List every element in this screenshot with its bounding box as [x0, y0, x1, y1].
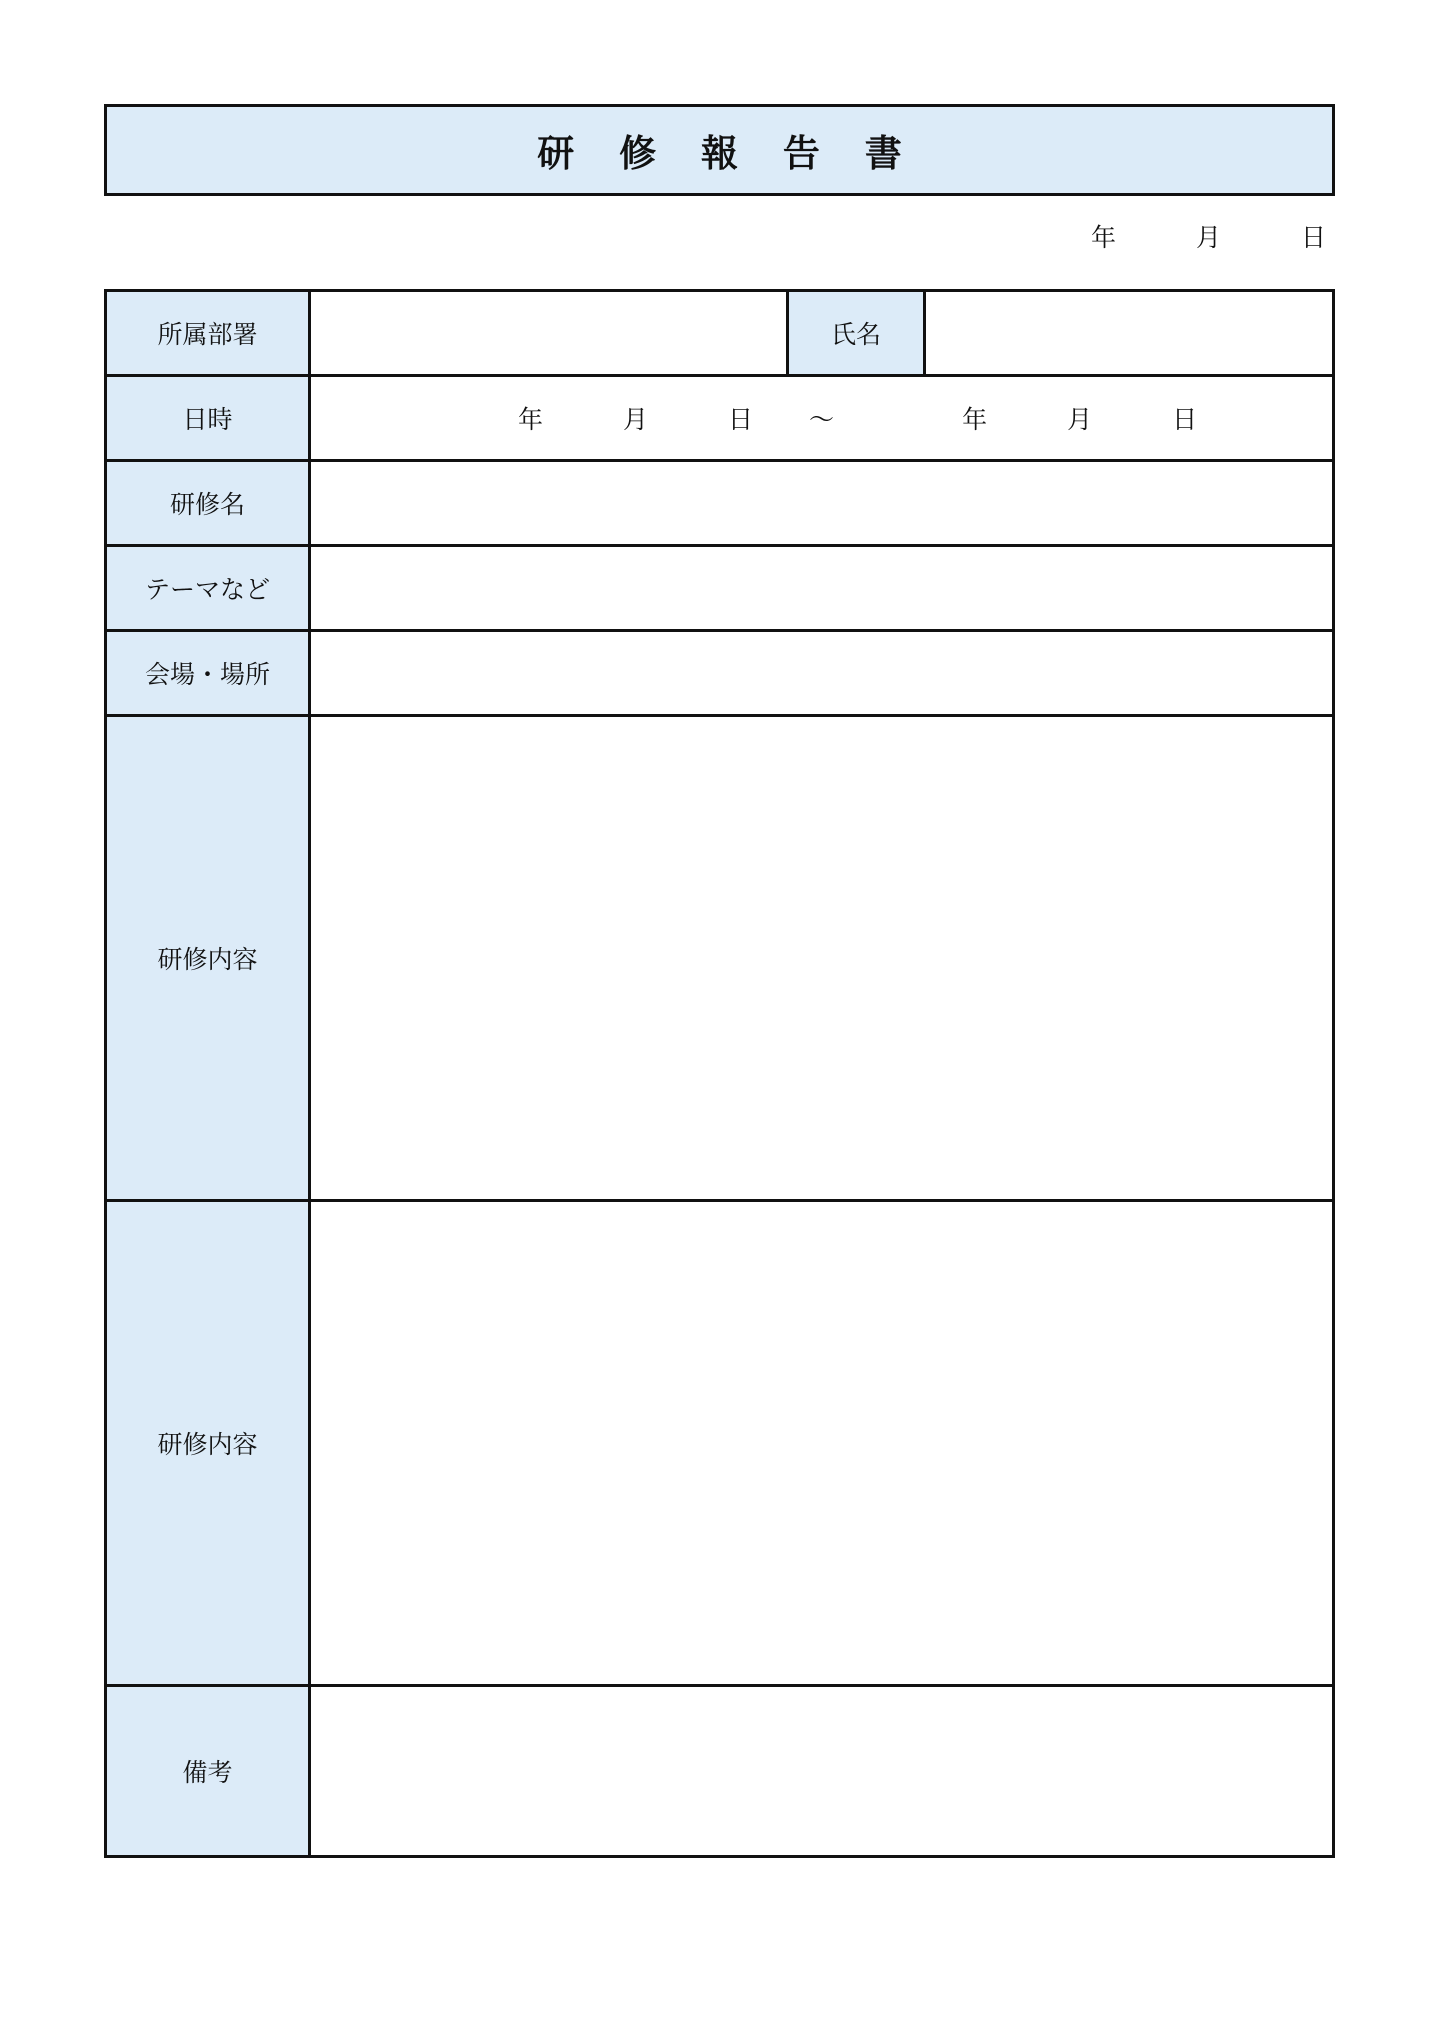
training-name-label: 研修名	[106, 461, 310, 546]
report-date-year: 年	[1090, 223, 1116, 252]
theme-field[interactable]	[310, 546, 1334, 631]
row-remarks	[106, 1686, 1334, 1857]
department-field[interactable]	[310, 291, 788, 376]
datetime-field[interactable]	[310, 376, 1334, 461]
row-venue	[106, 631, 1334, 716]
end-year: 年	[962, 405, 988, 434]
end-month: 月	[1067, 405, 1093, 434]
content-field-1[interactable]	[310, 716, 1334, 1201]
start-day: 日	[728, 405, 754, 434]
row-theme	[106, 546, 1334, 631]
content-label-2: 研修内容	[106, 1201, 310, 1686]
row-training-name	[106, 461, 1334, 546]
name-label: 氏名	[788, 291, 925, 376]
theme-label: テーマなど	[106, 546, 310, 631]
start-year: 年	[518, 405, 544, 434]
name-field[interactable]	[925, 291, 1334, 376]
start-month: 月	[623, 405, 649, 434]
report-date-month: 月	[1195, 223, 1221, 252]
row-department	[106, 291, 1334, 376]
training-name-field[interactable]	[310, 461, 1334, 546]
venue-field[interactable]	[310, 631, 1334, 716]
department-label: 所属部署	[106, 291, 310, 376]
remarks-field[interactable]	[310, 1686, 1334, 1857]
report-title-box	[104, 104, 1335, 196]
row-content-2	[106, 1201, 1334, 1686]
content-label-1: 研修内容	[106, 716, 310, 1201]
report-title: 研 修 報 告 書	[537, 132, 918, 175]
end-day: 日	[1172, 405, 1198, 434]
report-date	[1091, 218, 1326, 254]
row-datetime	[106, 376, 1334, 461]
datetime-label: 日時	[106, 376, 310, 461]
range-tilde: ～	[809, 405, 835, 434]
report-date-day: 日	[1300, 223, 1326, 252]
row-content-1	[106, 716, 1334, 1201]
content-field-2[interactable]	[310, 1201, 1334, 1686]
venue-label: 会場・場所	[106, 631, 310, 716]
remarks-label: 備考	[106, 1686, 310, 1857]
datetime-range	[311, 400, 1332, 436]
report-form-table	[104, 289, 1335, 1858]
